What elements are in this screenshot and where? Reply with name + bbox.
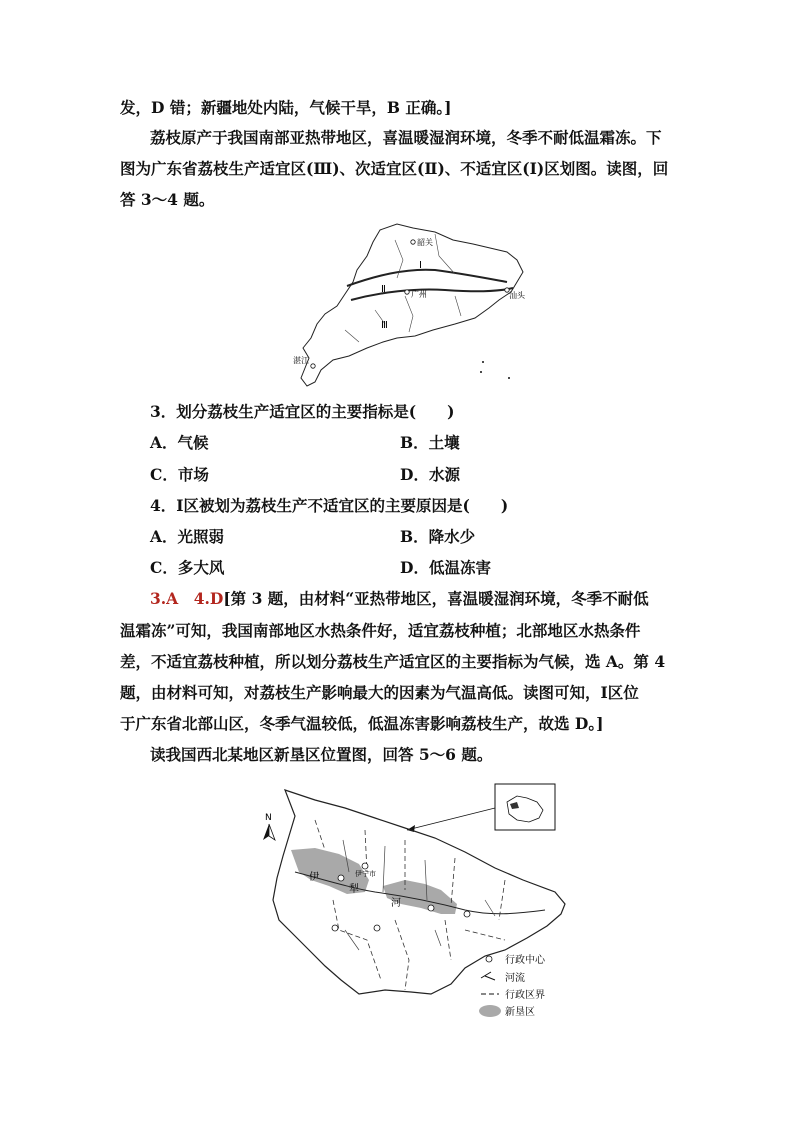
north-arrow-icon [263,824,269,840]
admin-center [338,875,344,881]
inset-frame [495,784,555,830]
answer-line-4: 题，由材料可知，对荔枝生产影响最大的因素为气温高低。读图可知，Ⅰ区位 [120,683,639,702]
legend-reclaim-icon [479,1005,501,1017]
shantou-label: 汕头 [509,291,525,300]
admin-center [332,925,338,931]
answer-line-3: 差，不适宜荔枝种植，所以划分荔枝生产适宜区的主要指标为气候，选 A。第 4 [120,652,666,671]
north-arrow-icon-half [269,824,275,840]
answer-line-5: 于广东省北部山区，冬季气温较低，低温冻害影响荔枝生产，故选 D。] [120,714,604,733]
q4-option-b: B．降水少 [400,527,476,546]
passage1-line-2: 图为广东省荔枝生产适宜区(Ⅲ)、次适宜区(Ⅱ)、不适宜区(Ⅰ)区划图。读图，回 [120,159,669,178]
legend-center-label: 行政中心 [505,955,545,966]
legend-river-label: 河流 [505,973,525,984]
admin-center-yining [362,863,368,869]
ili-char-yi: 伊 [309,872,319,883]
legend-river-icon [481,972,495,980]
guangdong-lychee-zone-map [285,220,535,390]
island-dot [508,377,510,379]
ili-char-he: 河 [391,898,401,909]
passage1-line-3: 答 3～4 题。 [120,190,215,209]
q4-stem: 4．Ⅰ区被划为荔枝生产不适宜区的主要原因是( ) [150,496,509,515]
passage2-line: 读我国西北某地区新垦区位置图，回答 5～6 题。 [150,745,493,764]
xinjiang-reclaim-map [255,780,575,1020]
province-outline [301,224,523,386]
answer-text-1: [第 3 题，由材料“亚热带地区，喜温暖湿润环境，冬季不耐低 [223,589,649,608]
island-dot [480,371,482,373]
q3-option-d: D．水源 [400,465,460,484]
zhanjiang-marker [311,364,315,368]
q4-option-c: C．多大风 [150,558,225,577]
intro-line: 发，D 错；新疆地处内陆，气候干旱，B 正确。] [120,98,452,117]
q3-option-c: C．市场 [150,465,209,484]
zone-1-label: Ⅰ [419,260,422,271]
passage1-line-1: 荔枝原产于我国南部亚热带地区，喜温暖湿润环境，冬季不耐低温霜冻。下 [150,128,662,147]
admin-center [374,925,380,931]
answer-line-1 [150,589,649,609]
guangzhou-label: 广州 [411,290,427,299]
q4-option-a: A．光照弱 [150,527,225,546]
guangzhou-marker [405,290,409,294]
ili-char-li: 犁 [349,884,359,895]
north-label: N [265,813,272,823]
q3-option-b: B．土壤 [400,433,460,452]
zhanjiang-label: 湛江 [293,356,309,365]
q3-stem: 3．划分荔枝生产适宜区的主要指标是( ) [150,402,455,421]
admin-center [464,911,470,917]
legend-boundary-label: 行政区界 [505,990,545,1001]
zone-boundary-north [347,270,507,286]
answer-key: 3.A 4.D [150,589,224,608]
shaoguan-label: 韶关 [417,238,433,247]
pointer-arrow [407,808,495,830]
admin-center [428,905,434,911]
legend-reclaim-label: 新垦区 [505,1007,535,1018]
answer-line-2: 温霜冻”可知，我国南部地区水热条件好，适宜荔枝种植；北部地区水热条件 [120,621,641,640]
island-dot [482,361,484,363]
county-boundaries [345,234,461,342]
shaoguan-marker [411,240,415,244]
zone-boundary-south [351,288,513,300]
zone-3-label: Ⅲ [381,320,388,331]
zone-2-label: Ⅱ [381,284,386,295]
q3-option-a: A．气候 [150,433,209,452]
q4-option-d: D．低温冻害 [400,558,491,577]
yining-label: 伊宁市 [355,870,376,878]
legend-center-icon [486,956,492,962]
